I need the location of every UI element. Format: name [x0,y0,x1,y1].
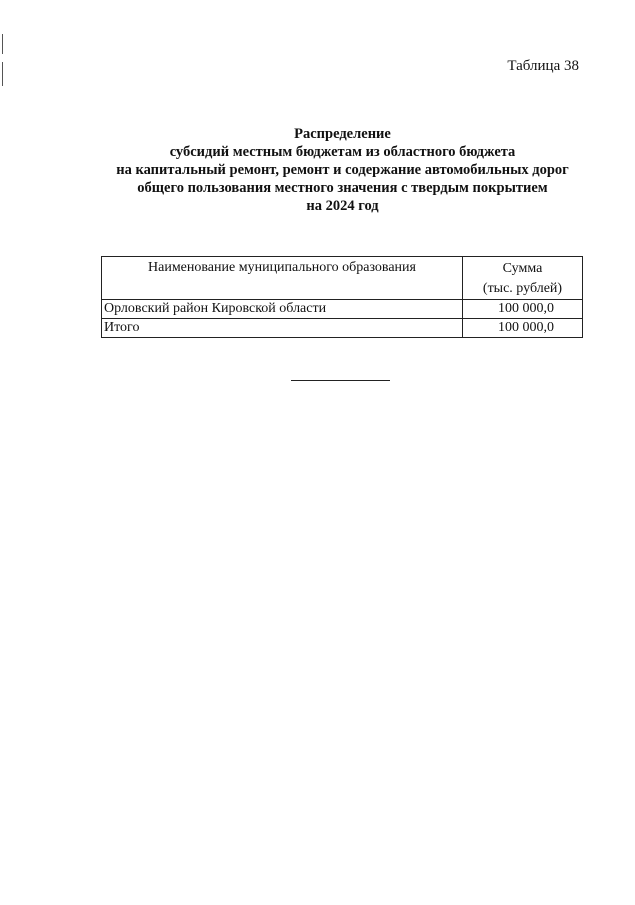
table-row-total [102,319,583,338]
left-margin-mark [2,34,3,54]
row-name: Орловский район Кировской области [102,300,463,319]
table-header-row [102,257,583,300]
distribution-table [101,256,583,338]
title-line: на капитальный ремонт, ремонт и содержание автомобильных дорог [116,162,569,178]
table-number: Таблица 38 [507,58,579,74]
title-line: субсидий местным бюджетам из областного бюджета [169,144,516,160]
column-header-name: Наименование муниципального образования [102,257,463,300]
row-sum: 100 000,0 [463,319,583,338]
title-line: Распределение [294,126,391,142]
row-sum: 100 000,0 [463,300,583,319]
column-header-sum [463,257,583,300]
title-line: на 2024 год [306,198,379,214]
row-name: Итого [102,319,463,338]
document-title [50,125,635,215]
left-margin-mark [2,62,3,86]
column-header-sum-unit: (тыс. рублей) [482,281,563,296]
title-line: общего пользования местного значения с твердым покрытием [137,180,548,196]
table-row [102,300,583,319]
end-rule-divider [291,380,390,381]
column-header-sum-title: Сумма [502,261,543,276]
